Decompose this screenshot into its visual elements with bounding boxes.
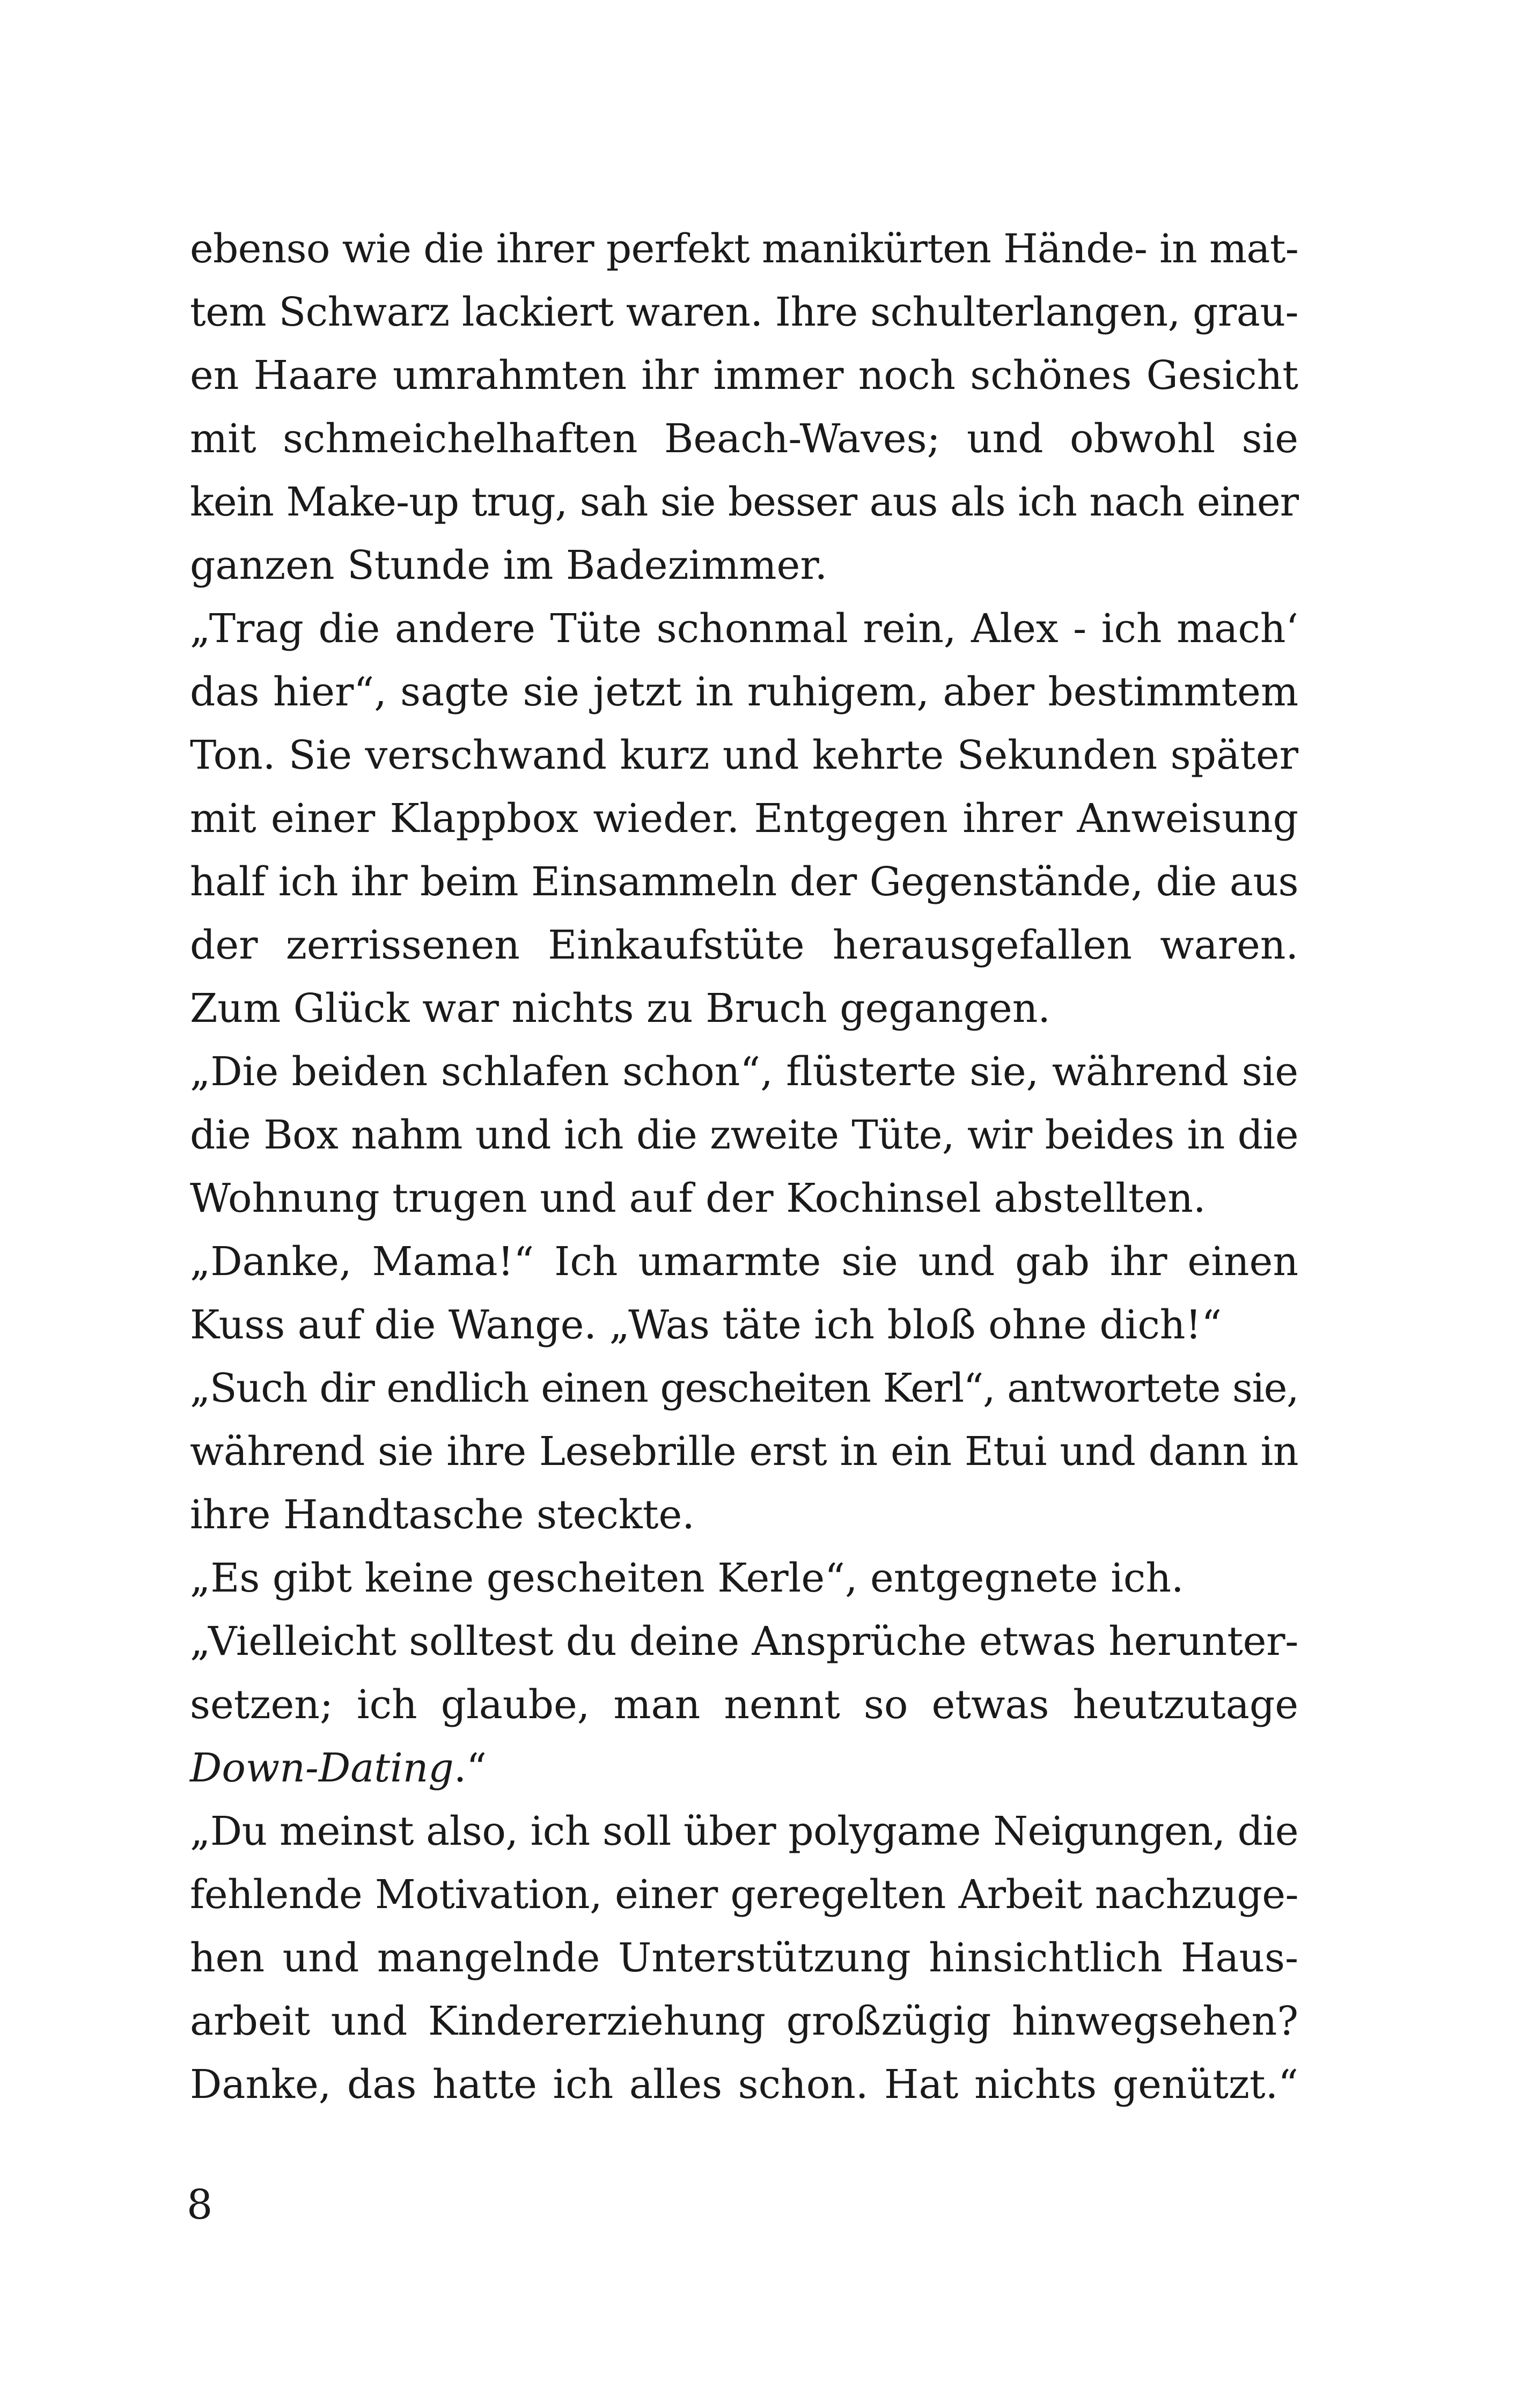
text-line: „Es gibt keine gescheiten Kerle“, entgegnete ich. [190, 1555, 1184, 1601]
body-text [190, 217, 1298, 2116]
text-line: hen und mangelnde Unterstützung hinsichtlich Haus- [190, 1935, 1298, 1981]
text-line: en Haare umrahmten ihr immer noch schönes Gesicht [190, 352, 1298, 399]
text-line: Wohnung trugen und auf der Kochinsel abstellten. [190, 1175, 1206, 1221]
text-line: setzen; ich glaube, man nennt so etwas heutzutage [190, 1682, 1298, 1728]
text-line: kein Make-up trug, sah sie besser aus als ich nach einer [190, 479, 1298, 525]
text-line: der zerrissenen Einkaufstüte herausgefallen waren. [190, 922, 1298, 968]
text-line: Danke, das hatte ich alles schon. Hat nichts genützt.“ [190, 2061, 1298, 2108]
text-line-tail: .“ [453, 1745, 487, 1791]
text-line: „Du meinst also, ich soll über polygame Neigungen, die [190, 1808, 1298, 1854]
text-line: „Die beiden schlafen schon“, flüsterte sie, während sie [190, 1049, 1298, 1095]
text-line: ganzen Stunde im Badezimmer. [190, 542, 828, 588]
text-line: fehlende Motivation, einer geregelten Arbeit nachzuge- [190, 1872, 1298, 1918]
text-line: Kuss auf die Wange. „Was täte ich bloß ohne dich!“ [190, 1302, 1222, 1348]
text-line: mit einer Klappbox wieder. Entgegen ihrer Anweisung [190, 796, 1298, 842]
text-line: arbeit und Kindererziehung großzügig hinwegsehen? [190, 1998, 1298, 2044]
text-line: mit schmeichelhaften Beach-Waves; und obwohl sie [190, 416, 1298, 462]
text-line: half ich ihr beim Einsammeln der Gegenstände, die aus [190, 859, 1298, 905]
text-line [190, 1736, 1298, 1800]
text-line: tem Schwarz lackiert waren. Ihre schulterlangen, grau- [190, 289, 1298, 335]
italic-term: Down-Dating [190, 1745, 454, 1791]
text-line: ebenso wie die ihrer perfekt manikürten Hände- in mat- [190, 226, 1298, 272]
text-line: das hier“, sagte sie jetzt in ruhigem, aber bestimmtem [190, 669, 1298, 715]
text-line: während sie ihre Lesebrille erst in ein Etui und dann in [190, 1428, 1298, 1475]
text-line: ihre Handtasche steckte. [190, 1492, 695, 1538]
text-line: Zum Glück war nichts zu Bruch gegangen. [190, 985, 1050, 1032]
text-line: „Trag die andere Tüte schonmal rein, Alex - ich mach‘ [190, 606, 1298, 652]
text-line: die Box nahm und ich die zweite Tüte, wir beides in die [190, 1112, 1298, 1158]
text-line: „Vielleicht solltest du deine Ansprüche etwas herunter- [190, 1618, 1298, 1665]
text-line: Ton. Sie verschwand kurz und kehrte Sekunden später [190, 732, 1298, 778]
text-line: „Danke, Mama!“ Ich umarmte sie und gab ihr einen [190, 1239, 1298, 1285]
text-line: „Such dir endlich einen gescheiten Kerl“, antwortete sie, [190, 1365, 1298, 1411]
page-number: 8 [187, 2181, 213, 2228]
